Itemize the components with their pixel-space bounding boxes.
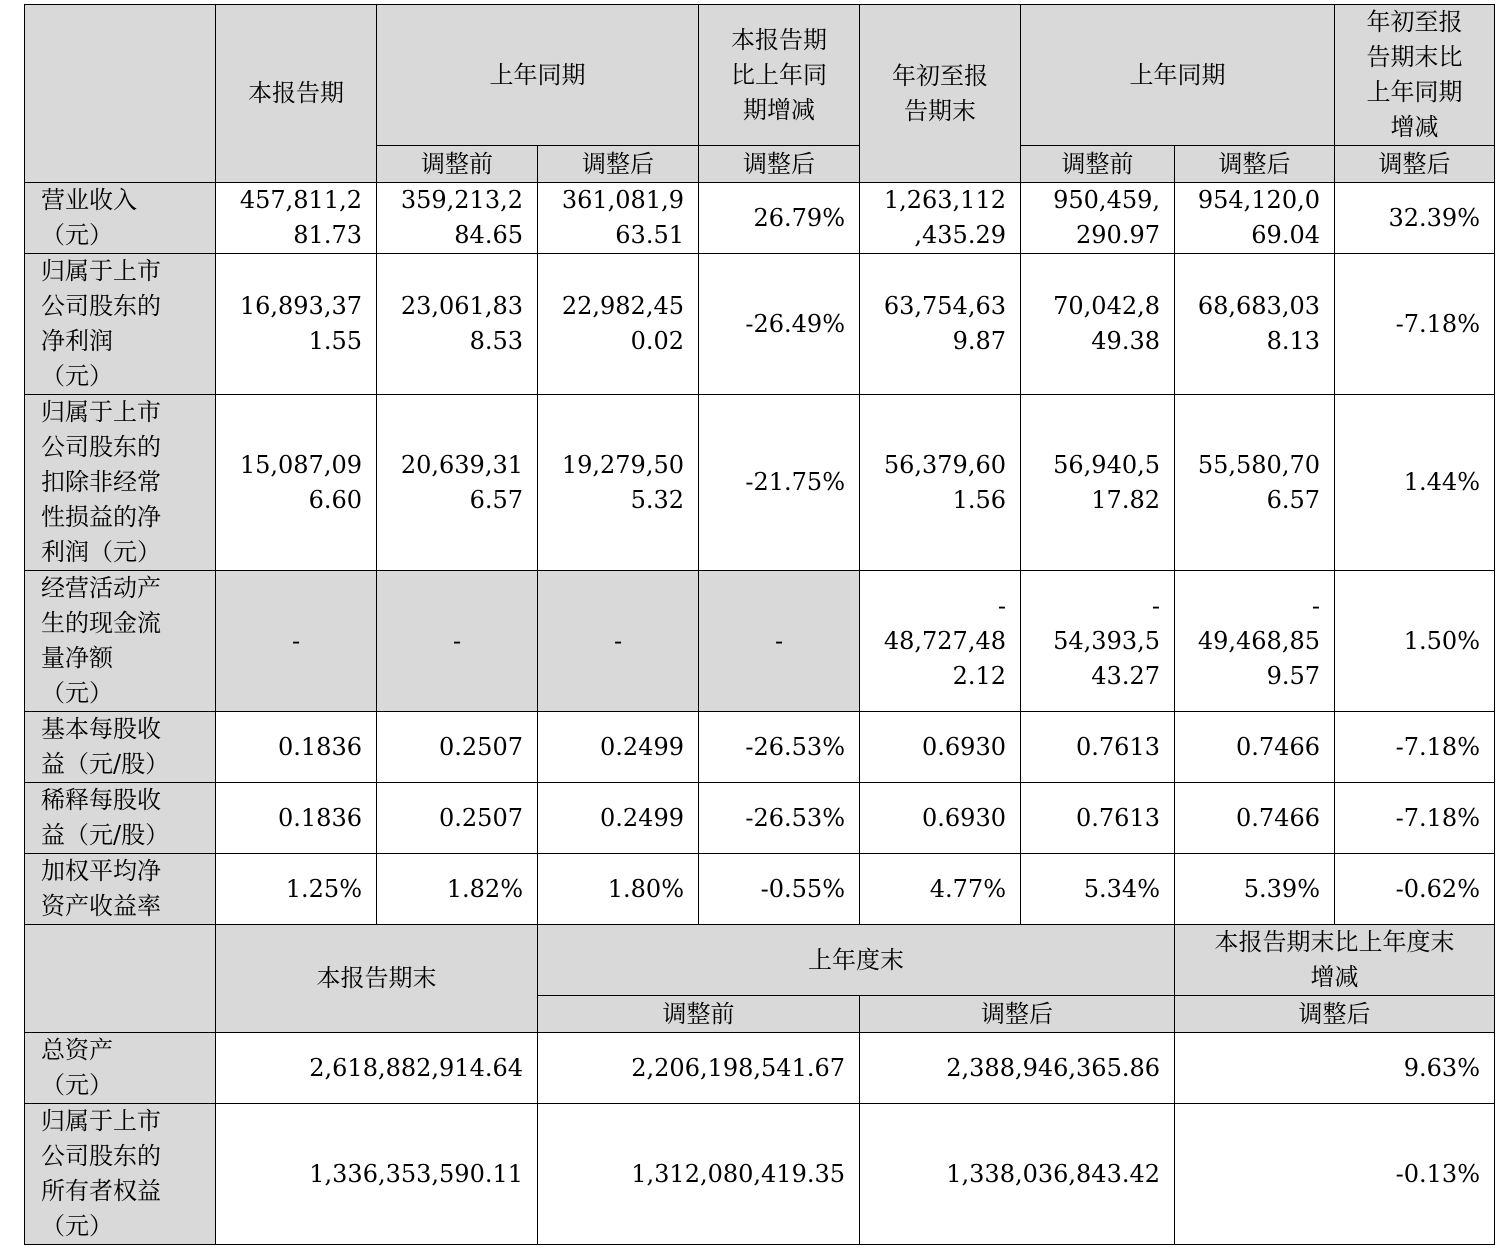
table-row-operating-cash-flow xyxy=(25,571,1495,712)
cell-ytd-change: 32.39% xyxy=(1335,183,1495,254)
cell-change: -0.55% xyxy=(699,854,860,925)
cell-ytd-change: 1.44% xyxy=(1335,395,1495,571)
cell-period-end: 1,336,353,590.11 xyxy=(216,1104,538,1245)
cell-prior-end-before: 2,206,198,541.67 xyxy=(538,1033,860,1104)
row-label: 加权平均净 资产收益率 xyxy=(25,854,216,925)
cell-period-change: 9.63% xyxy=(1175,1033,1495,1104)
cell-ytd-prior-after: 68,683,03 8.13 xyxy=(1175,254,1335,395)
table-row-basic-eps xyxy=(25,712,1495,783)
cell-ytd-prior-after: 954,120,0 69.04 xyxy=(1175,183,1335,254)
row-label: 基本每股收 益（元/股） xyxy=(25,712,216,783)
cell-ytd-prior-before: - 54,393,5 43.27 xyxy=(1021,571,1175,712)
table-row-diluted-eps xyxy=(25,783,1495,854)
header-after-adj-change-2: 调整后 xyxy=(1335,146,1495,183)
cell-ytd-change: -0.62% xyxy=(1335,854,1495,925)
cell-period-change: -0.13% xyxy=(1175,1104,1495,1245)
cell-current: 0.1836 xyxy=(216,783,377,854)
cell-prior-end-before: 1,312,080,419.35 xyxy=(538,1104,860,1245)
cell-ytd-prior-after: 55,580,70 6.57 xyxy=(1175,395,1335,571)
header-change-current: 本报告期 比上年同 期增减 xyxy=(699,5,860,146)
row-label: 归属于上市 公司股东的 扣除非经常 性损益的净 利润（元） xyxy=(25,395,216,571)
cell-ytd-prior-before: 5.34% xyxy=(1021,854,1175,925)
table-row-weighted-roe xyxy=(25,854,1495,925)
row-label: 归属于上市 公司股东的 净利润 （元） xyxy=(25,254,216,395)
cell-ytd-prior-after: 5.39% xyxy=(1175,854,1335,925)
header2-before-adj: 调整前 xyxy=(538,996,860,1033)
cell-ytd-change: -7.18% xyxy=(1335,783,1495,854)
cell-prior-before: 1.82% xyxy=(377,854,538,925)
cell-period-end: 2,618,882,914.64 xyxy=(216,1033,538,1104)
table-row-revenue xyxy=(25,183,1495,254)
cell-prior-after: 0.2499 xyxy=(538,712,699,783)
table-row-net-profit xyxy=(25,254,1495,395)
table-row-equity xyxy=(25,1104,1495,1245)
cell-ytd-prior-after: 0.7466 xyxy=(1175,783,1335,854)
cell-change: -26.49% xyxy=(699,254,860,395)
cell-ytd-prior-after: - 49,468,85 9.57 xyxy=(1175,571,1335,712)
header2-period-end: 本报告期末 xyxy=(216,925,538,1033)
row-label: 经营活动产 生的现金流 量净额 （元） xyxy=(25,571,216,712)
cell-ytd: - 48,727,48 2.12 xyxy=(860,571,1021,712)
cell-current: 0.1836 xyxy=(216,712,377,783)
cell-ytd-prior-before: 70,042,8 49.38 xyxy=(1021,254,1175,395)
header-prior-year: 上年同期 xyxy=(377,5,699,146)
table-row-adjusted-net-profit xyxy=(25,395,1495,571)
header2-after-adj-change: 调整后 xyxy=(1175,996,1495,1033)
cell-ytd-change: -7.18% xyxy=(1335,254,1495,395)
cell-change: -26.53% xyxy=(699,712,860,783)
header2-prior-year-end: 上年度末 xyxy=(538,925,1175,996)
header-ytd: 年初至报 告期末 xyxy=(860,5,1021,183)
row-label: 总资产 （元） xyxy=(25,1033,216,1104)
cell-ytd: 1,263,112 ,435.29 xyxy=(860,183,1021,254)
cell-prior-before: 20,639,31 6.57 xyxy=(377,395,538,571)
cell-prior-after: 22,982,45 0.02 xyxy=(538,254,699,395)
cell-ytd: 0.6930 xyxy=(860,783,1021,854)
financial-summary-table xyxy=(24,4,1495,1245)
cell-change: - xyxy=(699,571,860,712)
cell-current: 457,811,2 81.73 xyxy=(216,183,377,254)
cell-prior-after: 1.80% xyxy=(538,854,699,925)
row-label: 归属于上市 公司股东的 所有者权益 （元） xyxy=(25,1104,216,1245)
header-after-adj-change: 调整后 xyxy=(699,146,860,183)
cell-ytd: 63,754,63 9.87 xyxy=(860,254,1021,395)
cell-ytd-change: -7.18% xyxy=(1335,712,1495,783)
cell-prior-after: 361,081,9 63.51 xyxy=(538,183,699,254)
cell-change: -21.75% xyxy=(699,395,860,571)
cell-current: 15,087,09 6.60 xyxy=(216,395,377,571)
header-before-adj-2: 调整前 xyxy=(1021,146,1175,183)
header-after-adj: 调整后 xyxy=(538,146,699,183)
cell-prior-end-after: 1,338,036,843.42 xyxy=(860,1104,1175,1245)
cell-ytd-change: 1.50% xyxy=(1335,571,1495,712)
row-label: 稀释每股收 益（元/股） xyxy=(25,783,216,854)
cell-prior-end-after: 2,388,946,365.86 xyxy=(860,1033,1175,1104)
cell-prior-before: - xyxy=(377,571,538,712)
header-corner xyxy=(25,5,216,183)
cell-prior-after: 19,279,50 5.32 xyxy=(538,395,699,571)
cell-ytd-prior-before: 56,940,5 17.82 xyxy=(1021,395,1175,571)
cell-change: 26.79% xyxy=(699,183,860,254)
header2-corner xyxy=(25,925,216,1033)
cell-prior-after: 0.2499 xyxy=(538,783,699,854)
cell-ytd: 4.77% xyxy=(860,854,1021,925)
table-row-total-assets xyxy=(25,1033,1495,1104)
cell-prior-after: - xyxy=(538,571,699,712)
cell-ytd: 56,379,60 1.56 xyxy=(860,395,1021,571)
cell-ytd: 0.6930 xyxy=(860,712,1021,783)
cell-change: -26.53% xyxy=(699,783,860,854)
cell-prior-before: 23,061,83 8.53 xyxy=(377,254,538,395)
row-label: 营业收入 （元） xyxy=(25,183,216,254)
cell-current: 1.25% xyxy=(216,854,377,925)
cell-prior-before: 0.2507 xyxy=(377,712,538,783)
header2-change: 本报告期末比上年度末 增减 xyxy=(1175,925,1495,996)
cell-current: 16,893,37 1.55 xyxy=(216,254,377,395)
cell-current: - xyxy=(216,571,377,712)
cell-ytd-prior-before: 0.7613 xyxy=(1021,712,1175,783)
header-after-adj-2: 调整后 xyxy=(1175,146,1335,183)
cell-prior-before: 0.2507 xyxy=(377,783,538,854)
header-current-period: 本报告期 xyxy=(216,5,377,183)
header2-after-adj: 调整后 xyxy=(860,996,1175,1033)
header-prior-year-2: 上年同期 xyxy=(1021,5,1335,146)
cell-prior-before: 359,213,2 84.65 xyxy=(377,183,538,254)
cell-ytd-prior-after: 0.7466 xyxy=(1175,712,1335,783)
header2-row-1 xyxy=(25,925,1495,996)
cell-ytd-prior-before: 0.7613 xyxy=(1021,783,1175,854)
header-row-1 xyxy=(25,5,1495,146)
cell-ytd-prior-before: 950,459, 290.97 xyxy=(1021,183,1175,254)
header-change-ytd: 年初至报 告期末比 上年同期 增减 xyxy=(1335,5,1495,146)
financial-summary-table-wrapper xyxy=(24,4,1495,1245)
header-before-adj: 调整前 xyxy=(377,146,538,183)
